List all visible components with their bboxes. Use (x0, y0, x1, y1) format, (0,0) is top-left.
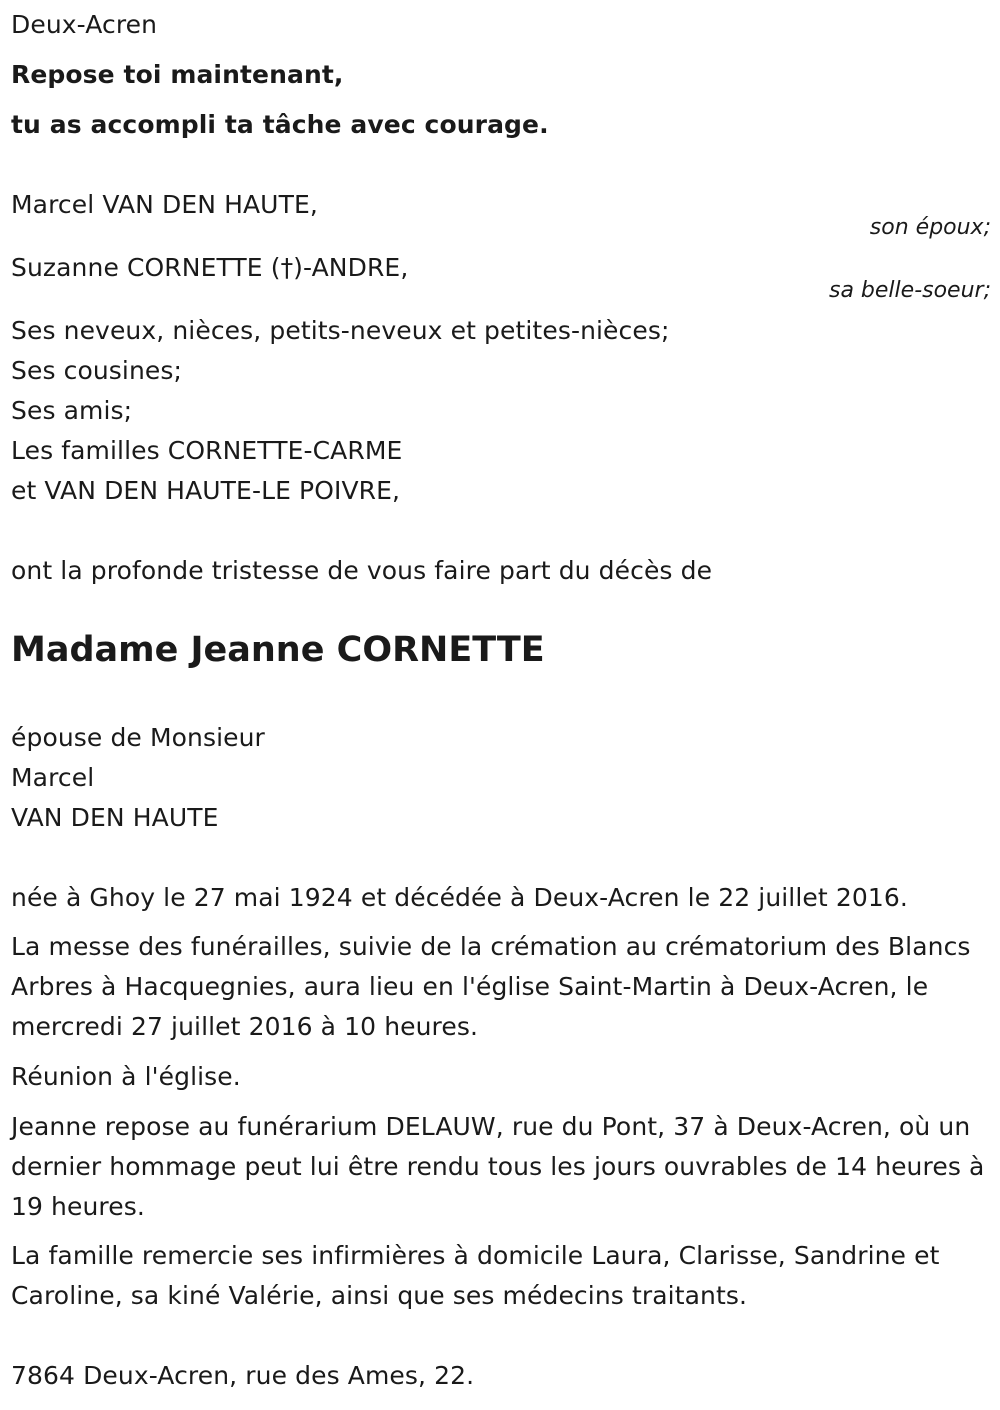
spouse-name: Marcel VAN DEN HAUTE, (11, 190, 318, 219)
sister-in-law-name: Suzanne CORNETTE (†)-ANDRE, (11, 253, 409, 282)
visitation-text: Jeanne repose au funérarium DELAUW, rue du Pont, 37 à Deux-Acren, où un dernier hommage peut lui être rendu tous les jours ouvrables de 14 heures à 19 heures. (11, 1112, 985, 1221)
spouse-line: VAN DEN HAUTE (11, 803, 219, 832)
relatives-line: et VAN DEN HAUTE-LE POIVRE, (11, 476, 401, 505)
spouse-line: épouse de Monsieur (11, 723, 265, 752)
meeting-text: Réunion à l'église. (11, 1062, 241, 1091)
relatives-line: Ses cousines; (11, 356, 183, 385)
spouse-role: son époux; (869, 215, 991, 240)
relatives-line: Ses neveux, nièces, petits-neveux et petites-nièces; (11, 316, 670, 345)
relatives-line: Les familles CORNETTE-CARME (11, 436, 403, 465)
location-heading: Deux-Acren (11, 10, 158, 39)
thanks-text: La famille remercie ses infirmières à domicile Laura, Clarisse, Sandrine et Caroline, sa kiné Valérie, ainsi que ses médecins traitants. (11, 1241, 940, 1310)
birth-death-text: née à Ghoy le 27 mai 1924 et décédée à Deux-Acren le 22 juillet 2016. (11, 883, 908, 912)
address-text: 7864 Deux-Acren, rue des Ames, 22. (11, 1361, 475, 1390)
deceased-name: Madame Jeanne CORNETTE (11, 630, 545, 670)
sister-in-law-role: sa belle-soeur; (829, 278, 991, 303)
motto-line-1: Repose toi maintenant, (11, 60, 344, 89)
spouse-line: Marcel (11, 763, 95, 792)
obituary-notice (11, 0, 991, 1410)
motto-line-2: tu as accompli ta tâche avec courage. (11, 110, 549, 139)
announcement-text: ont la profonde tristesse de vous faire part du décès de (11, 556, 713, 585)
funeral-text: La messe des funérailles, suivie de la crémation au crématorium des Blancs Arbres à Hacquegnies, aura lieu en l'église Saint-Martin à Deux-Acren, le mercredi 27 juillet 2016 à 10 heures. (11, 932, 971, 1041)
relatives-line: Ses amis; (11, 396, 133, 425)
